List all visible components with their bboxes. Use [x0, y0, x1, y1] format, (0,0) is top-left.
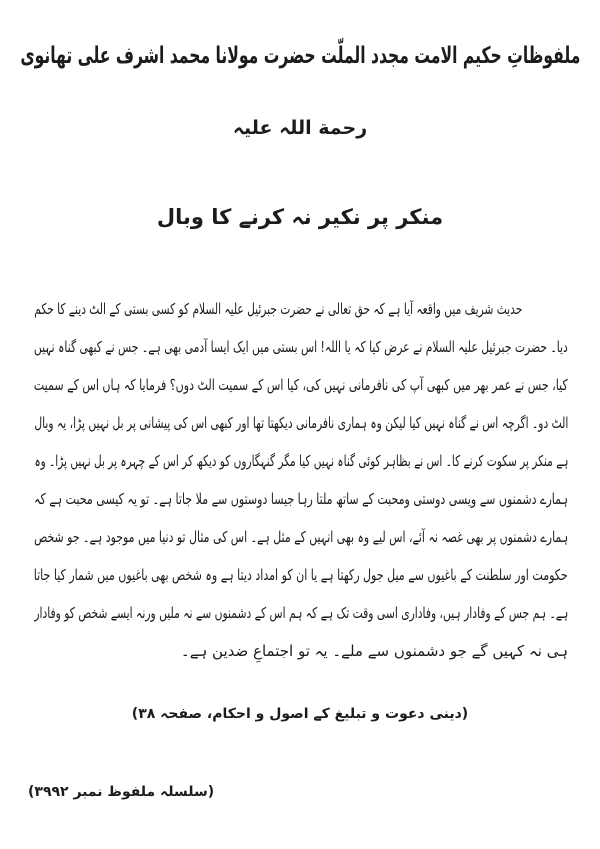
body-line-text: حکومت اور سلطنت کے باغیوں سے میل جول رکھتا ہے یا ان کو امداد دیتا ہے وہ شخص بھی باغیوں میں شمار کیا جاتا — [34, 566, 568, 584]
series-number-note — [28, 780, 214, 804]
body-line — [34, 404, 568, 442]
body-line — [34, 442, 568, 480]
body-line — [34, 366, 568, 404]
body-line-last — [34, 632, 568, 670]
section-heading-text: منکر پر نکیر نہ کرنے کا وبال — [156, 205, 444, 229]
series-number-text: (سلسلہ ملفوظ نمبر ٣٩٩٢) — [28, 784, 215, 800]
body-line-text: ہے منکر پر سکوت کرنے کا۔ اس نے بظاہر کوئی گناہ نہیں کیا مگر گنہگاروں کو دیکھ کر اس کے چہرہ پر بل نہیں پڑا۔ وہ — [34, 452, 568, 470]
source-citation-text: (دینی دعوت و تبلیغ کے اصول و احکام، صفحہ ٣٨) — [131, 706, 469, 722]
body-line — [34, 290, 568, 328]
body-line — [34, 594, 568, 632]
body-line-text: کیا، جس نے عمر بھر میں کبھی آپ کی نافرمانی نہیں کی، کیا اس کے سمیت الٹ دوں؟ فرمایا کہ ہاں اس کے سمیت — [34, 376, 568, 394]
body-text-block — [34, 290, 568, 670]
body-line-text: ہی نہ کہیں گے جو دشمنوں سے ملے۔ یہ تو اجتماعِ ضدین ہے۔ — [180, 642, 568, 660]
document-title — [20, 38, 580, 74]
body-line-text: الٹ دو۔ اگرچہ اس نے گناہ نہیں کیا لیکن وہ ہماری نافرمانی دیکھتا تھا اور کبھی اس کی پیشانی پر بل نہیں پڑا، یہ وبال — [33, 414, 568, 432]
body-line-text: حدیث شریف میں واقعہ آیا ہے کہ حق تعالی نے حضرت جبرئیل علیہ السلام کو کسی بستی کے الٹ دینے کا حکم — [33, 300, 522, 318]
document-title-text: ملفوظاتِ حکیم الامت مجدد الملّت حضرت مولانا محمد اشرف علی تھانوی — [19, 43, 580, 69]
section-heading — [0, 200, 600, 234]
body-line — [34, 328, 568, 366]
body-line-text: دیا۔ حضرت جبرئیل علیہ السلام نے عرض کیا کہ یا اللہ! اس بستی میں ایک ایسا آدمی بھی ہے۔ جس نے کبھی گناہ نہیں — [34, 338, 568, 356]
source-citation — [0, 701, 600, 727]
honorific-line — [0, 112, 600, 144]
body-line — [34, 518, 568, 556]
body-line-text: ہمارے دشمنوں پر بھی غصہ نہ آئے، اس لیے وہ بھی انہیں کے مثل ہے۔ اس کی مثال تو دنیا میں موجود ہے۔ جو شخص — [33, 528, 568, 546]
honorific-text: رحمة اللہ علیہ — [232, 117, 368, 139]
body-line-text: ہمارے دشمنوں سے ویسی دوستی ومحبت کے ساتھ ملتا رہا جیسا دوستوں سے ملا جاتا ہے۔ تو یہ کیسی محبت ہے کہ — [34, 490, 568, 508]
body-line-text: ہے۔ ہم جس کے وفادار ہیں، وفاداری اسی وقت تک ہے کہ ہم اس کے دشمنوں سے نہ ملیں ورنہ ایسے شخص کو وفادار — [34, 604, 568, 622]
body-line — [34, 480, 568, 518]
body-line — [34, 556, 568, 594]
